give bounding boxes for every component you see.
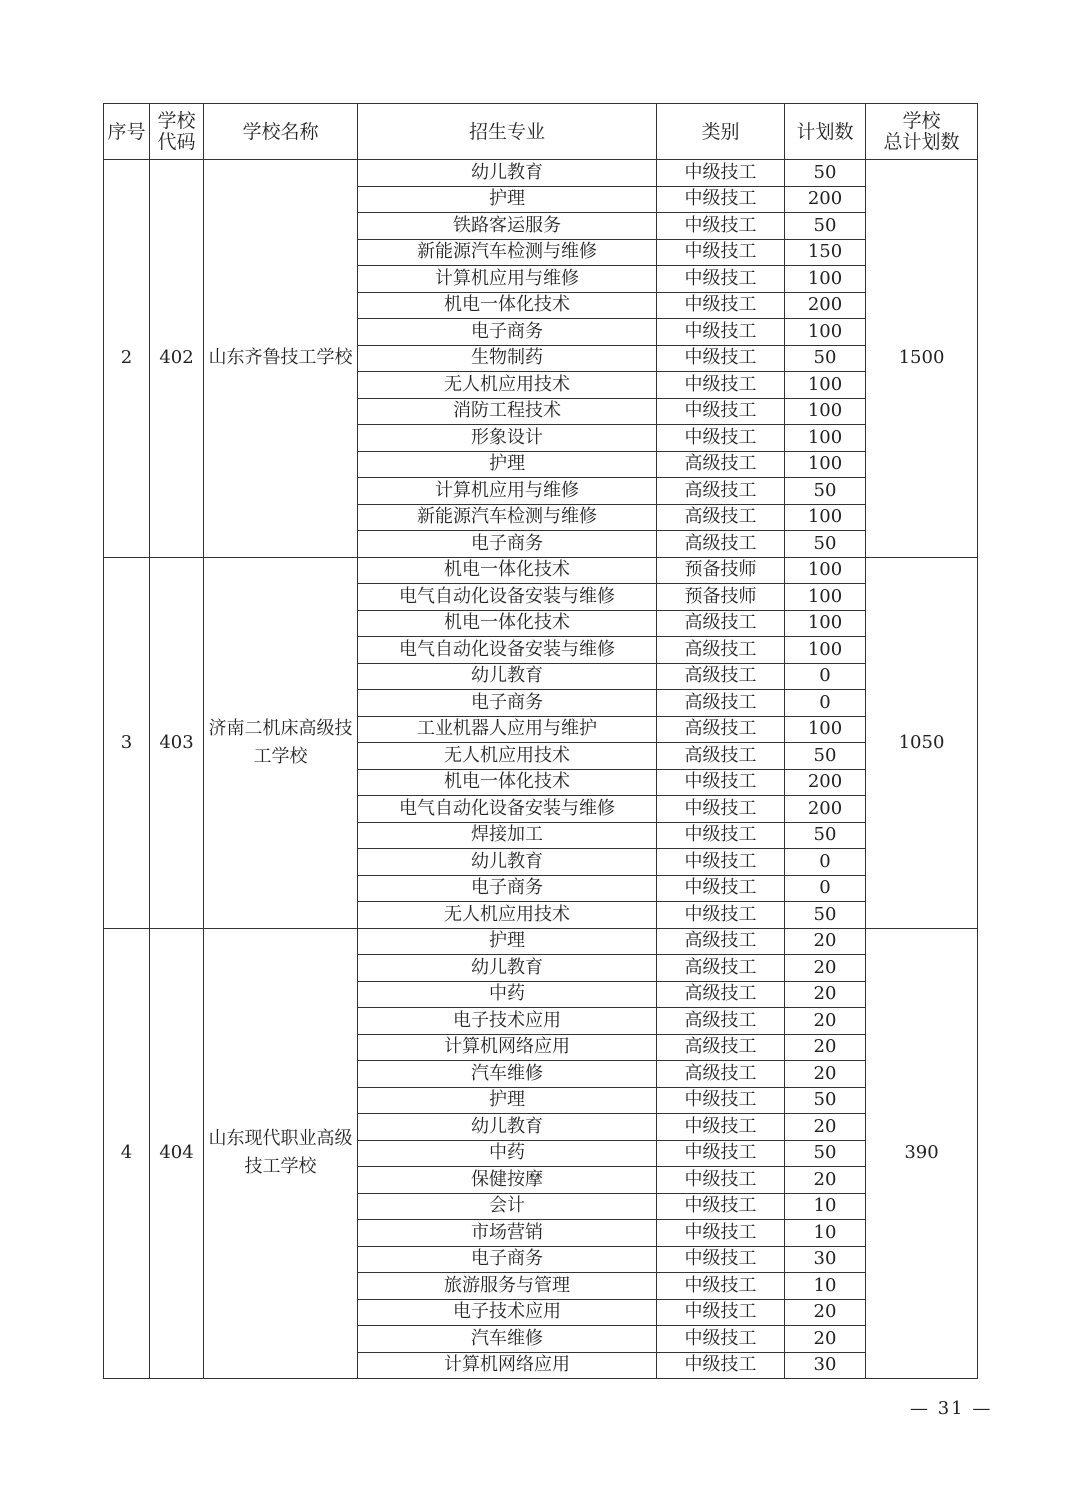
major-name: 计算机应用与维修	[358, 478, 657, 505]
plan-count: 200	[785, 292, 866, 319]
plan-count: 100	[785, 319, 866, 346]
major-name: 会计	[358, 1193, 657, 1220]
major-name: 无人机应用技术	[358, 902, 657, 929]
category: 高级技工	[657, 1034, 785, 1061]
category: 高级技工	[657, 743, 785, 770]
major-name: 电气自动化设备安装与维修	[358, 637, 657, 664]
plan-count: 100	[785, 557, 866, 584]
major-name: 中药	[358, 981, 657, 1008]
major-name: 幼儿教育	[358, 955, 657, 982]
category: 中级技工	[657, 319, 785, 346]
category: 中级技工	[657, 822, 785, 849]
major-name: 汽车维修	[358, 1061, 657, 1088]
major-name: 焊接加工	[358, 822, 657, 849]
category: 中级技工	[657, 266, 785, 293]
plan-count: 30	[785, 1352, 866, 1379]
major-name: 汽车维修	[358, 1326, 657, 1353]
category: 中级技工	[657, 796, 785, 823]
plan-count: 100	[785, 584, 866, 611]
plan-count: 0	[785, 663, 866, 690]
school-seq: 3	[104, 557, 150, 928]
plan-count: 20	[785, 981, 866, 1008]
category: 中级技工	[657, 875, 785, 902]
category: 中级技工	[657, 849, 785, 876]
plan-count: 100	[785, 637, 866, 664]
table-row	[104, 557, 978, 584]
category: 预备技师	[657, 557, 785, 584]
major-name: 计算机网络应用	[358, 1034, 657, 1061]
major-name: 幼儿教育	[358, 663, 657, 690]
major-name: 机电一体化技术	[358, 610, 657, 637]
school-total: 390	[866, 928, 978, 1379]
category: 中级技工	[657, 1167, 785, 1194]
plan-count: 50	[785, 478, 866, 505]
major-name: 护理	[358, 451, 657, 478]
plan-count: 100	[785, 504, 866, 531]
plan-count: 50	[785, 531, 866, 558]
plan-count: 50	[785, 902, 866, 929]
category: 中级技工	[657, 1326, 785, 1353]
category: 高级技工	[657, 1008, 785, 1035]
major-name: 消防工程技术	[358, 398, 657, 425]
plan-count: 100	[785, 372, 866, 399]
category: 高级技工	[657, 531, 785, 558]
enrollment-plan-table	[103, 103, 978, 1379]
category: 中级技工	[657, 372, 785, 399]
category: 中级技工	[657, 769, 785, 796]
major-name: 无人机应用技术	[358, 743, 657, 770]
plan-count: 50	[785, 743, 866, 770]
category: 中级技工	[657, 1087, 785, 1114]
plan-count: 0	[785, 849, 866, 876]
plan-count: 20	[785, 1167, 866, 1194]
category: 中级技工	[657, 398, 785, 425]
header-school-code-label: 学校代码	[157, 109, 196, 153]
category: 中级技工	[657, 1299, 785, 1326]
school-total: 1050	[866, 557, 978, 928]
plan-count: 20	[785, 1299, 866, 1326]
plan-count: 150	[785, 239, 866, 266]
category: 高级技工	[657, 928, 785, 955]
plan-count: 50	[785, 1140, 866, 1167]
category: 中级技工	[657, 160, 785, 187]
major-name: 电气自动化设备安装与维修	[358, 796, 657, 823]
plan-count: 50	[785, 1087, 866, 1114]
category: 高级技工	[657, 955, 785, 982]
major-name: 电子商务	[358, 1246, 657, 1273]
plan-count: 100	[785, 716, 866, 743]
category: 中级技工	[657, 1193, 785, 1220]
school-seq: 2	[104, 160, 150, 558]
header-school-code	[150, 104, 204, 160]
major-name: 市场营销	[358, 1220, 657, 1247]
school-code: 404	[150, 928, 204, 1379]
plan-count: 10	[785, 1273, 866, 1300]
category: 高级技工	[657, 637, 785, 664]
major-name: 保健按摩	[358, 1167, 657, 1194]
major-name: 电子技术应用	[358, 1008, 657, 1035]
major-name: 铁路客运服务	[358, 213, 657, 240]
plan-count: 20	[785, 1008, 866, 1035]
category: 高级技工	[657, 451, 785, 478]
header-major: 招生专业	[358, 104, 657, 160]
major-name: 幼儿教育	[358, 849, 657, 876]
category: 中级技工	[657, 1246, 785, 1273]
category: 中级技工	[657, 902, 785, 929]
header-school-name: 学校名称	[204, 104, 358, 160]
plan-count: 20	[785, 1061, 866, 1088]
major-name: 形象设计	[358, 425, 657, 452]
major-name: 电子商务	[358, 875, 657, 902]
school-name: 济南二机床高级技工学校	[204, 557, 358, 928]
plan-count: 0	[785, 875, 866, 902]
plan-count: 20	[785, 1326, 866, 1353]
plan-count: 200	[785, 769, 866, 796]
plan-count: 50	[785, 160, 866, 187]
plan-count: 20	[785, 955, 866, 982]
plan-count: 200	[785, 796, 866, 823]
major-name: 计算机网络应用	[358, 1352, 657, 1379]
major-name: 机电一体化技术	[358, 292, 657, 319]
school-total: 1500	[866, 160, 978, 558]
header-school-total	[866, 104, 978, 160]
header-school-total-line1: 学校	[902, 109, 941, 132]
category: 高级技工	[657, 663, 785, 690]
major-name: 幼儿教育	[358, 160, 657, 187]
plan-count: 100	[785, 266, 866, 293]
major-name: 新能源汽车检测与维修	[358, 239, 657, 266]
major-name: 电子商务	[358, 531, 657, 558]
category: 中级技工	[657, 1273, 785, 1300]
plan-count: 50	[785, 345, 866, 372]
category: 高级技工	[657, 981, 785, 1008]
header-school-total-line2: 总计划数	[883, 130, 960, 153]
category: 高级技工	[657, 610, 785, 637]
major-name: 护理	[358, 928, 657, 955]
plan-count: 0	[785, 690, 866, 717]
plan-count: 200	[785, 186, 866, 213]
table-row	[104, 160, 978, 187]
school-name: 山东现代职业高级技工学校	[204, 928, 358, 1379]
plan-count: 20	[785, 928, 866, 955]
plan-count: 10	[785, 1220, 866, 1247]
category: 中级技工	[657, 239, 785, 266]
page-number: — 31 —	[910, 1398, 993, 1419]
major-name: 机电一体化技术	[358, 557, 657, 584]
school-name: 山东齐鲁技工学校	[204, 160, 358, 558]
major-name: 幼儿教育	[358, 1114, 657, 1141]
header-category: 类别	[657, 104, 785, 160]
major-name: 护理	[358, 186, 657, 213]
category: 中级技工	[657, 292, 785, 319]
school-seq: 4	[104, 928, 150, 1379]
category: 中级技工	[657, 345, 785, 372]
category: 高级技工	[657, 716, 785, 743]
major-name: 电子技术应用	[358, 1299, 657, 1326]
header-seq: 序号	[104, 104, 150, 160]
category: 高级技工	[657, 504, 785, 531]
major-name: 旅游服务与管理	[358, 1273, 657, 1300]
major-name: 电子商务	[358, 690, 657, 717]
major-name: 无人机应用技术	[358, 372, 657, 399]
category: 中级技工	[657, 1140, 785, 1167]
plan-count: 100	[785, 425, 866, 452]
major-name: 新能源汽车检测与维修	[358, 504, 657, 531]
major-name: 电子商务	[358, 319, 657, 346]
plan-count: 50	[785, 213, 866, 240]
plan-count: 30	[785, 1246, 866, 1273]
plan-count: 20	[785, 1114, 866, 1141]
plan-count: 10	[785, 1193, 866, 1220]
school-code: 402	[150, 160, 204, 558]
category: 预备技师	[657, 584, 785, 611]
major-name: 护理	[358, 1087, 657, 1114]
category: 中级技工	[657, 213, 785, 240]
plan-count: 50	[785, 822, 866, 849]
category: 中级技工	[657, 1220, 785, 1247]
table-body	[104, 160, 978, 1379]
major-name: 机电一体化技术	[358, 769, 657, 796]
major-name: 计算机应用与维修	[358, 266, 657, 293]
category: 高级技工	[657, 478, 785, 505]
plan-count: 100	[785, 398, 866, 425]
major-name: 中药	[358, 1140, 657, 1167]
category: 高级技工	[657, 1061, 785, 1088]
table-row	[104, 928, 978, 955]
school-code: 403	[150, 557, 204, 928]
plan-count: 100	[785, 610, 866, 637]
major-name: 电气自动化设备安装与维修	[358, 584, 657, 611]
major-name: 生物制药	[358, 345, 657, 372]
header-plan: 计划数	[785, 104, 866, 160]
plan-count: 100	[785, 451, 866, 478]
category: 中级技工	[657, 186, 785, 213]
category: 高级技工	[657, 690, 785, 717]
plan-count: 20	[785, 1034, 866, 1061]
major-name: 工业机器人应用与维护	[358, 716, 657, 743]
category: 中级技工	[657, 425, 785, 452]
category: 中级技工	[657, 1352, 785, 1379]
category: 中级技工	[657, 1114, 785, 1141]
table-header-row	[104, 104, 978, 160]
